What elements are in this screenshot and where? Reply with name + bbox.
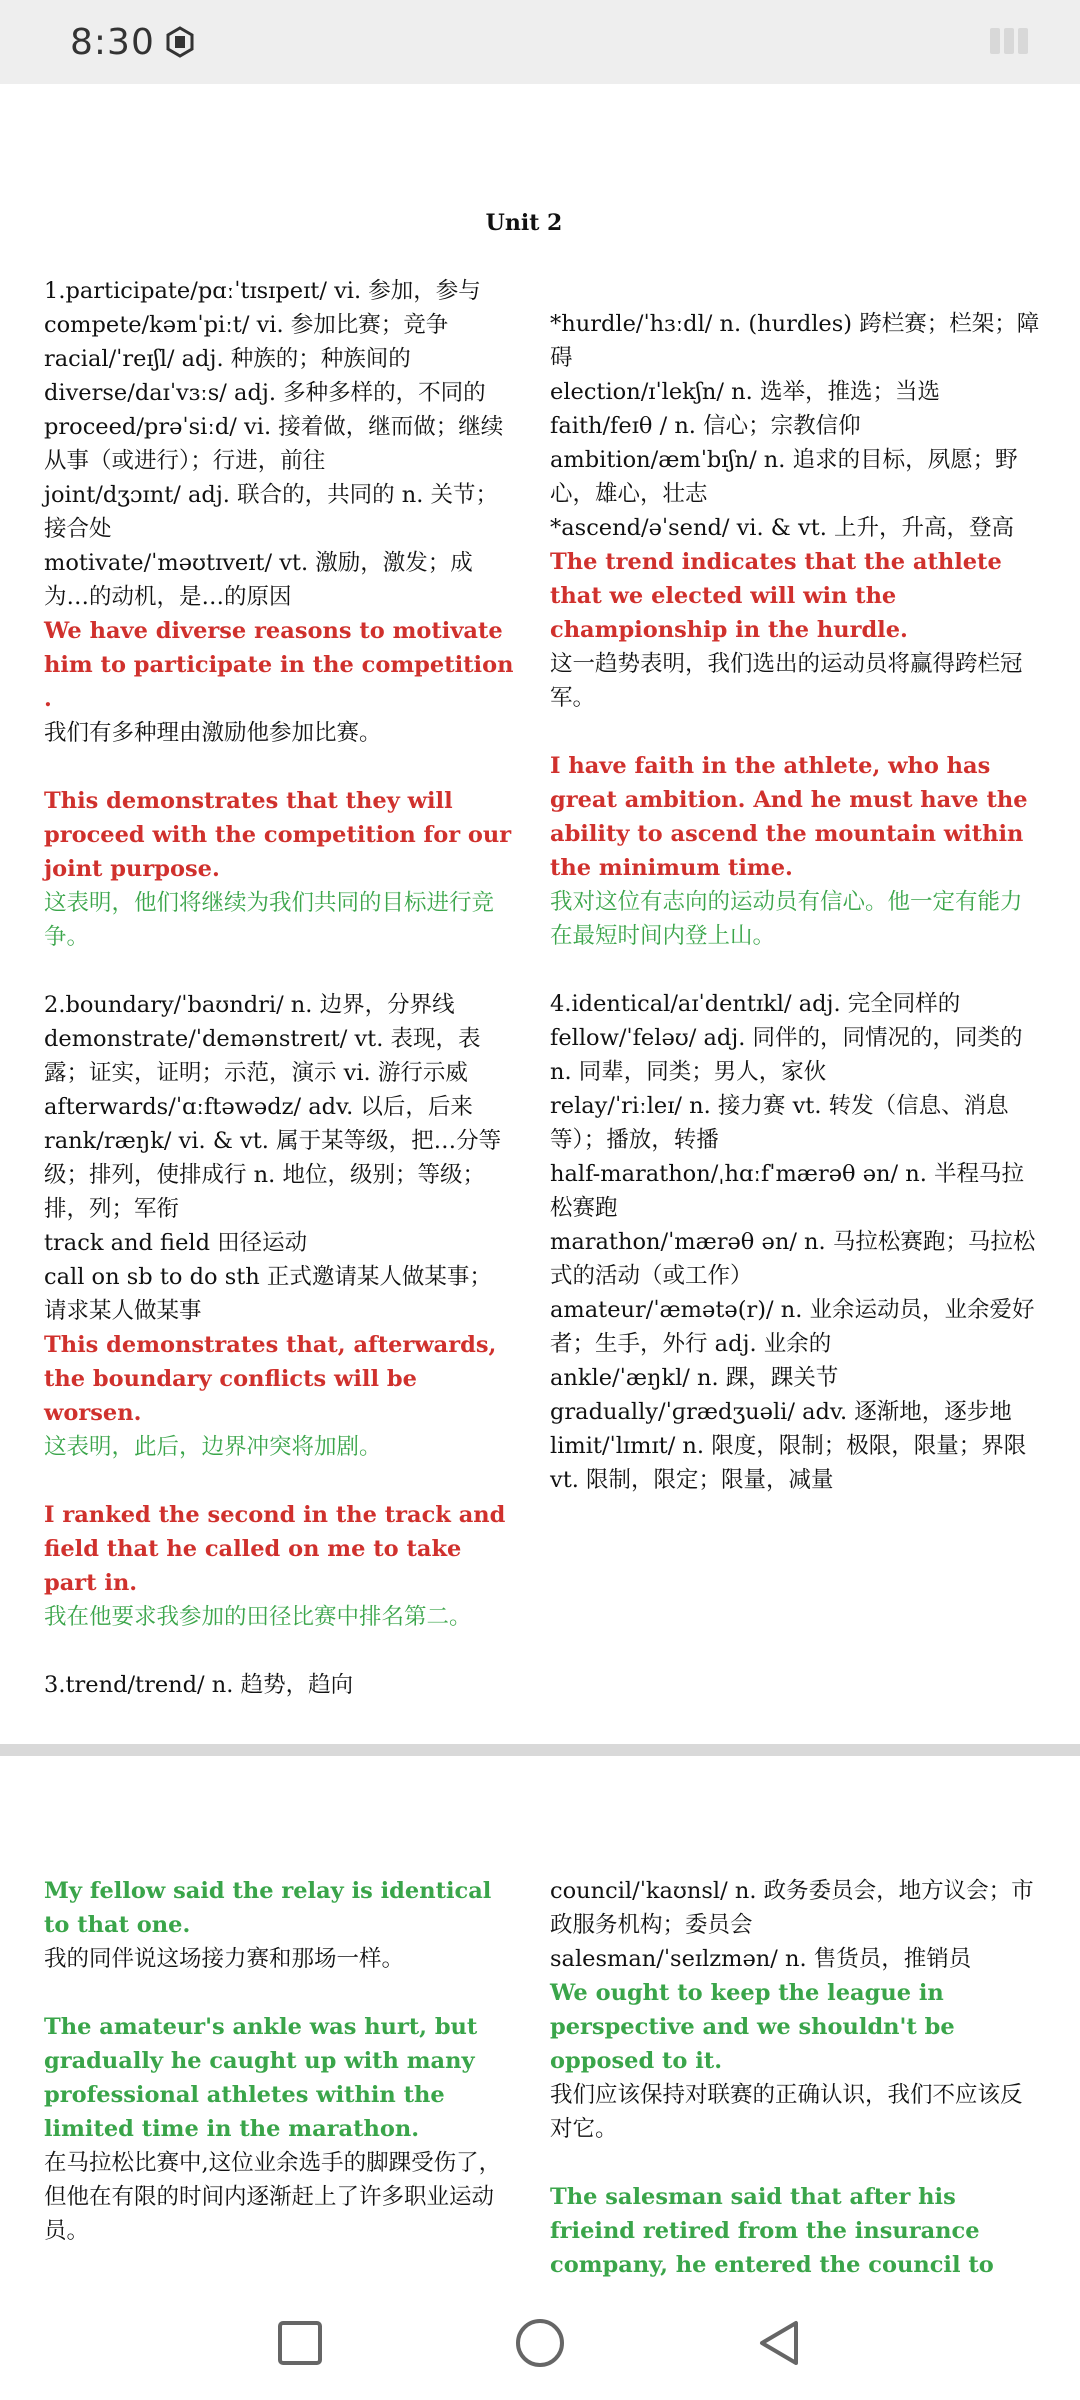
text-line: diverse/daɪˈvɜːs/ adj. 多种多样的，不同的 bbox=[44, 380, 486, 406]
text-line: half-marathon/ˌhɑːfˈmærəθ ən/ n. 半程马拉松赛跑 bbox=[550, 1161, 1025, 1221]
text-line: demonstrate/ˈdemənstreɪt/ vt. 表现，表露；证实，证明；示范，演示 vi. 游行示威 bbox=[44, 1026, 481, 1086]
text-line: 1.participate/pɑːˈtɪsɪpeɪt/ vi. 参加，参与 bbox=[44, 278, 481, 304]
example-sentence: I have faith in the athlete, who has great ambition. And he must have the ability to ascend the mountain within the minimum time. bbox=[550, 753, 1028, 881]
translation-line: 我对这位有志向的运动员有信心。他一定有能力在最短时间内登上山。 bbox=[550, 889, 1023, 949]
text-line: call on sb to do sth 正式邀请某人做某事；请求某人做某事 bbox=[44, 1264, 492, 1324]
text-line: motivate/ˈməʊtɪveɪt/ vt. 激励，激发；成为…的动机，是…的原因 bbox=[44, 550, 473, 610]
text-line: gradually/ˈɡrædʒuəli/ adv. 逐渐地，逐步地 bbox=[550, 1399, 1012, 1425]
text-line: fellow/ˈfeləʊ/ adj. 同伴的，同情况的，同类的 n. 同辈，同类；男人，家伙 bbox=[550, 1025, 1023, 1085]
text-line: 我们应该保持对联赛的正确认识，我们不应该反对它。 bbox=[550, 2082, 1023, 2142]
page-divider bbox=[0, 1744, 1080, 1756]
triangle-icon bbox=[756, 2319, 804, 2367]
circle-icon bbox=[514, 2317, 566, 2369]
signal-icon bbox=[990, 28, 1028, 54]
text-line: *hurdle/ˈhɜːdl/ n. (hurdles) 跨栏赛；栏架；障碍 bbox=[550, 311, 1040, 371]
document-page-1 bbox=[0, 84, 1080, 1744]
text-line: 我们有多种理由激励他参加比赛。 bbox=[44, 720, 382, 746]
text-line: marathon/ˈmærəθ ən/ n. 马拉松赛跑；马拉松式的活动（或工作） bbox=[550, 1229, 1036, 1289]
text-line: ankle/ˈæŋkl/ n. 踝，踝关节 bbox=[550, 1365, 839, 1391]
spacer bbox=[44, 1976, 514, 2010]
translation-line: 这表明，他们将继续为我们共同的目标进行竞争。 bbox=[44, 890, 495, 950]
text-line: relay/ˈriːleɪ/ n. 接力赛 vt. 转发（信息、消息等）；播放，转播 bbox=[550, 1093, 1009, 1153]
shield-icon bbox=[163, 25, 197, 59]
example-sentence: The amateur's ankle was hurt, but gradually he caught up with many professional athletes within the limited time in the marathon. bbox=[44, 2014, 478, 2142]
text-line: 这一趋势表明，我们选出的运动员将赢得跨栏冠军。 bbox=[550, 651, 1023, 711]
text-line: track and field 田径运动 bbox=[44, 1230, 308, 1256]
example-sentence: The trend indicates that the athlete that we elected will win the championship in the hurdle. bbox=[550, 549, 1002, 643]
translation-line: 我在他要求我参加的田径比赛中排名第二。 bbox=[44, 1604, 472, 1630]
status-bar bbox=[0, 0, 1080, 84]
text-line: *ascend/əˈsend/ vi. & vt. 上升，升高，登高 bbox=[550, 515, 1015, 541]
example-sentence: We have diverse reasons to motivate him to participate in the competition . bbox=[44, 618, 514, 712]
page1-left-column bbox=[44, 274, 514, 1702]
text-line: joint/dʒɔɪnt/ adj. 联合的，共同的 n. 关节；接合处 bbox=[44, 482, 499, 542]
spacer bbox=[44, 1464, 514, 1498]
text-line: compete/kəmˈpiːt/ vi. 参加比赛；竞争 bbox=[44, 312, 449, 338]
navigation-bar bbox=[0, 2286, 1080, 2400]
text-line: amateur/ˈæmətə(r)/ n. 业余运动员，业余爱好者；生手，外行 adj. 业余的 bbox=[550, 1297, 1035, 1357]
text-line: election/ɪˈlekʃn/ n. 选举，推选；当选 bbox=[550, 379, 940, 405]
spacer bbox=[550, 2146, 1040, 2180]
page-title: Unit 2 bbox=[485, 210, 563, 236]
example-sentence: This demonstrates that they will proceed with the competition for our joint purpose. bbox=[44, 788, 512, 882]
spacer bbox=[550, 715, 1040, 749]
text-line: 在马拉松比赛中,这位业余选手的脚踝受伤了，但他在有限的时间内逐渐赶上了许多职业运动员。 bbox=[44, 2150, 502, 2244]
text-line: rank/ræŋk/ vi. & vt. 属于某等级，把…分等级；排列，使排成行 n. 地位，级别；等级；排，列；军衔 bbox=[44, 1128, 502, 1222]
page2-right-column bbox=[550, 1874, 1040, 2316]
text-line: afterwards/ˈɑːftəwədz/ adv. 以后，后来 bbox=[44, 1094, 473, 1120]
text-line: salesman/ˈseɪlzmən/ n. 售货员，推销员 bbox=[550, 1946, 972, 1972]
spacer bbox=[550, 953, 1040, 987]
example-sentence: This demonstrates that, afterwards, the boundary conflicts will be worsen. bbox=[44, 1332, 497, 1426]
recents-button[interactable] bbox=[270, 2313, 330, 2373]
status-time: 8:30 bbox=[70, 21, 155, 63]
document-page-2 bbox=[0, 1756, 1080, 2286]
text-line: 3.trend/trend/ n. 趋势，趋向 bbox=[44, 1672, 354, 1698]
example-sentence: My fellow said the relay is identical to that one. bbox=[44, 1878, 492, 1938]
square-icon bbox=[276, 2319, 324, 2367]
spacer bbox=[44, 1634, 514, 1668]
back-button[interactable] bbox=[750, 2313, 810, 2373]
text-line: proceed/prəˈsiːd/ vi. 接着做，继而做；继续从事（或进行）；行进，前往 bbox=[44, 414, 504, 474]
text-line: racial/ˈreɪʃl/ adj. 种族的；种族间的 bbox=[44, 346, 411, 372]
text-line: faith/feɪθ / n. 信心；宗教信仰 bbox=[550, 413, 861, 439]
example-sentence: We ought to keep the league in perspective and we shouldn't be opposed to it. bbox=[550, 1980, 955, 2074]
example-sentence: I ranked the second in the track and field that he called on me to take part in. bbox=[44, 1502, 506, 1596]
page1-right-column bbox=[550, 307, 1040, 1497]
page2-left-column bbox=[44, 1874, 514, 2248]
translation-line: 这表明，此后，边界冲突将加剧。 bbox=[44, 1434, 382, 1460]
text-line: 4.identical/aɪˈdentɪkl/ adj. 完全同样的 bbox=[550, 991, 961, 1017]
spacer bbox=[44, 954, 514, 988]
text-line: limit/ˈlɪmɪt/ n. 限度，限制；极限，限量；界限 vt. 限制，限定；限量，减量 bbox=[550, 1433, 1027, 1493]
example-sentence: The salesman said that after his frieind retired from the insurance company, he entered the council to bbox=[550, 2184, 994, 2278]
spacer bbox=[44, 750, 514, 784]
home-button[interactable] bbox=[510, 2313, 570, 2373]
text-line: 我的同伴说这场接力赛和那场一样。 bbox=[44, 1946, 405, 1972]
text-line: ambition/æmˈbɪʃn/ n. 追求的目标，夙愿；野心，雄心，壮志 bbox=[550, 447, 1018, 507]
text-line: council/ˈkaʊnsl/ n. 政务委员会，地方议会；市政服务机构；委员会 bbox=[550, 1878, 1034, 1938]
text-line: 2.boundary/ˈbaʊndri/ n. 边界，分界线 bbox=[44, 992, 455, 1018]
